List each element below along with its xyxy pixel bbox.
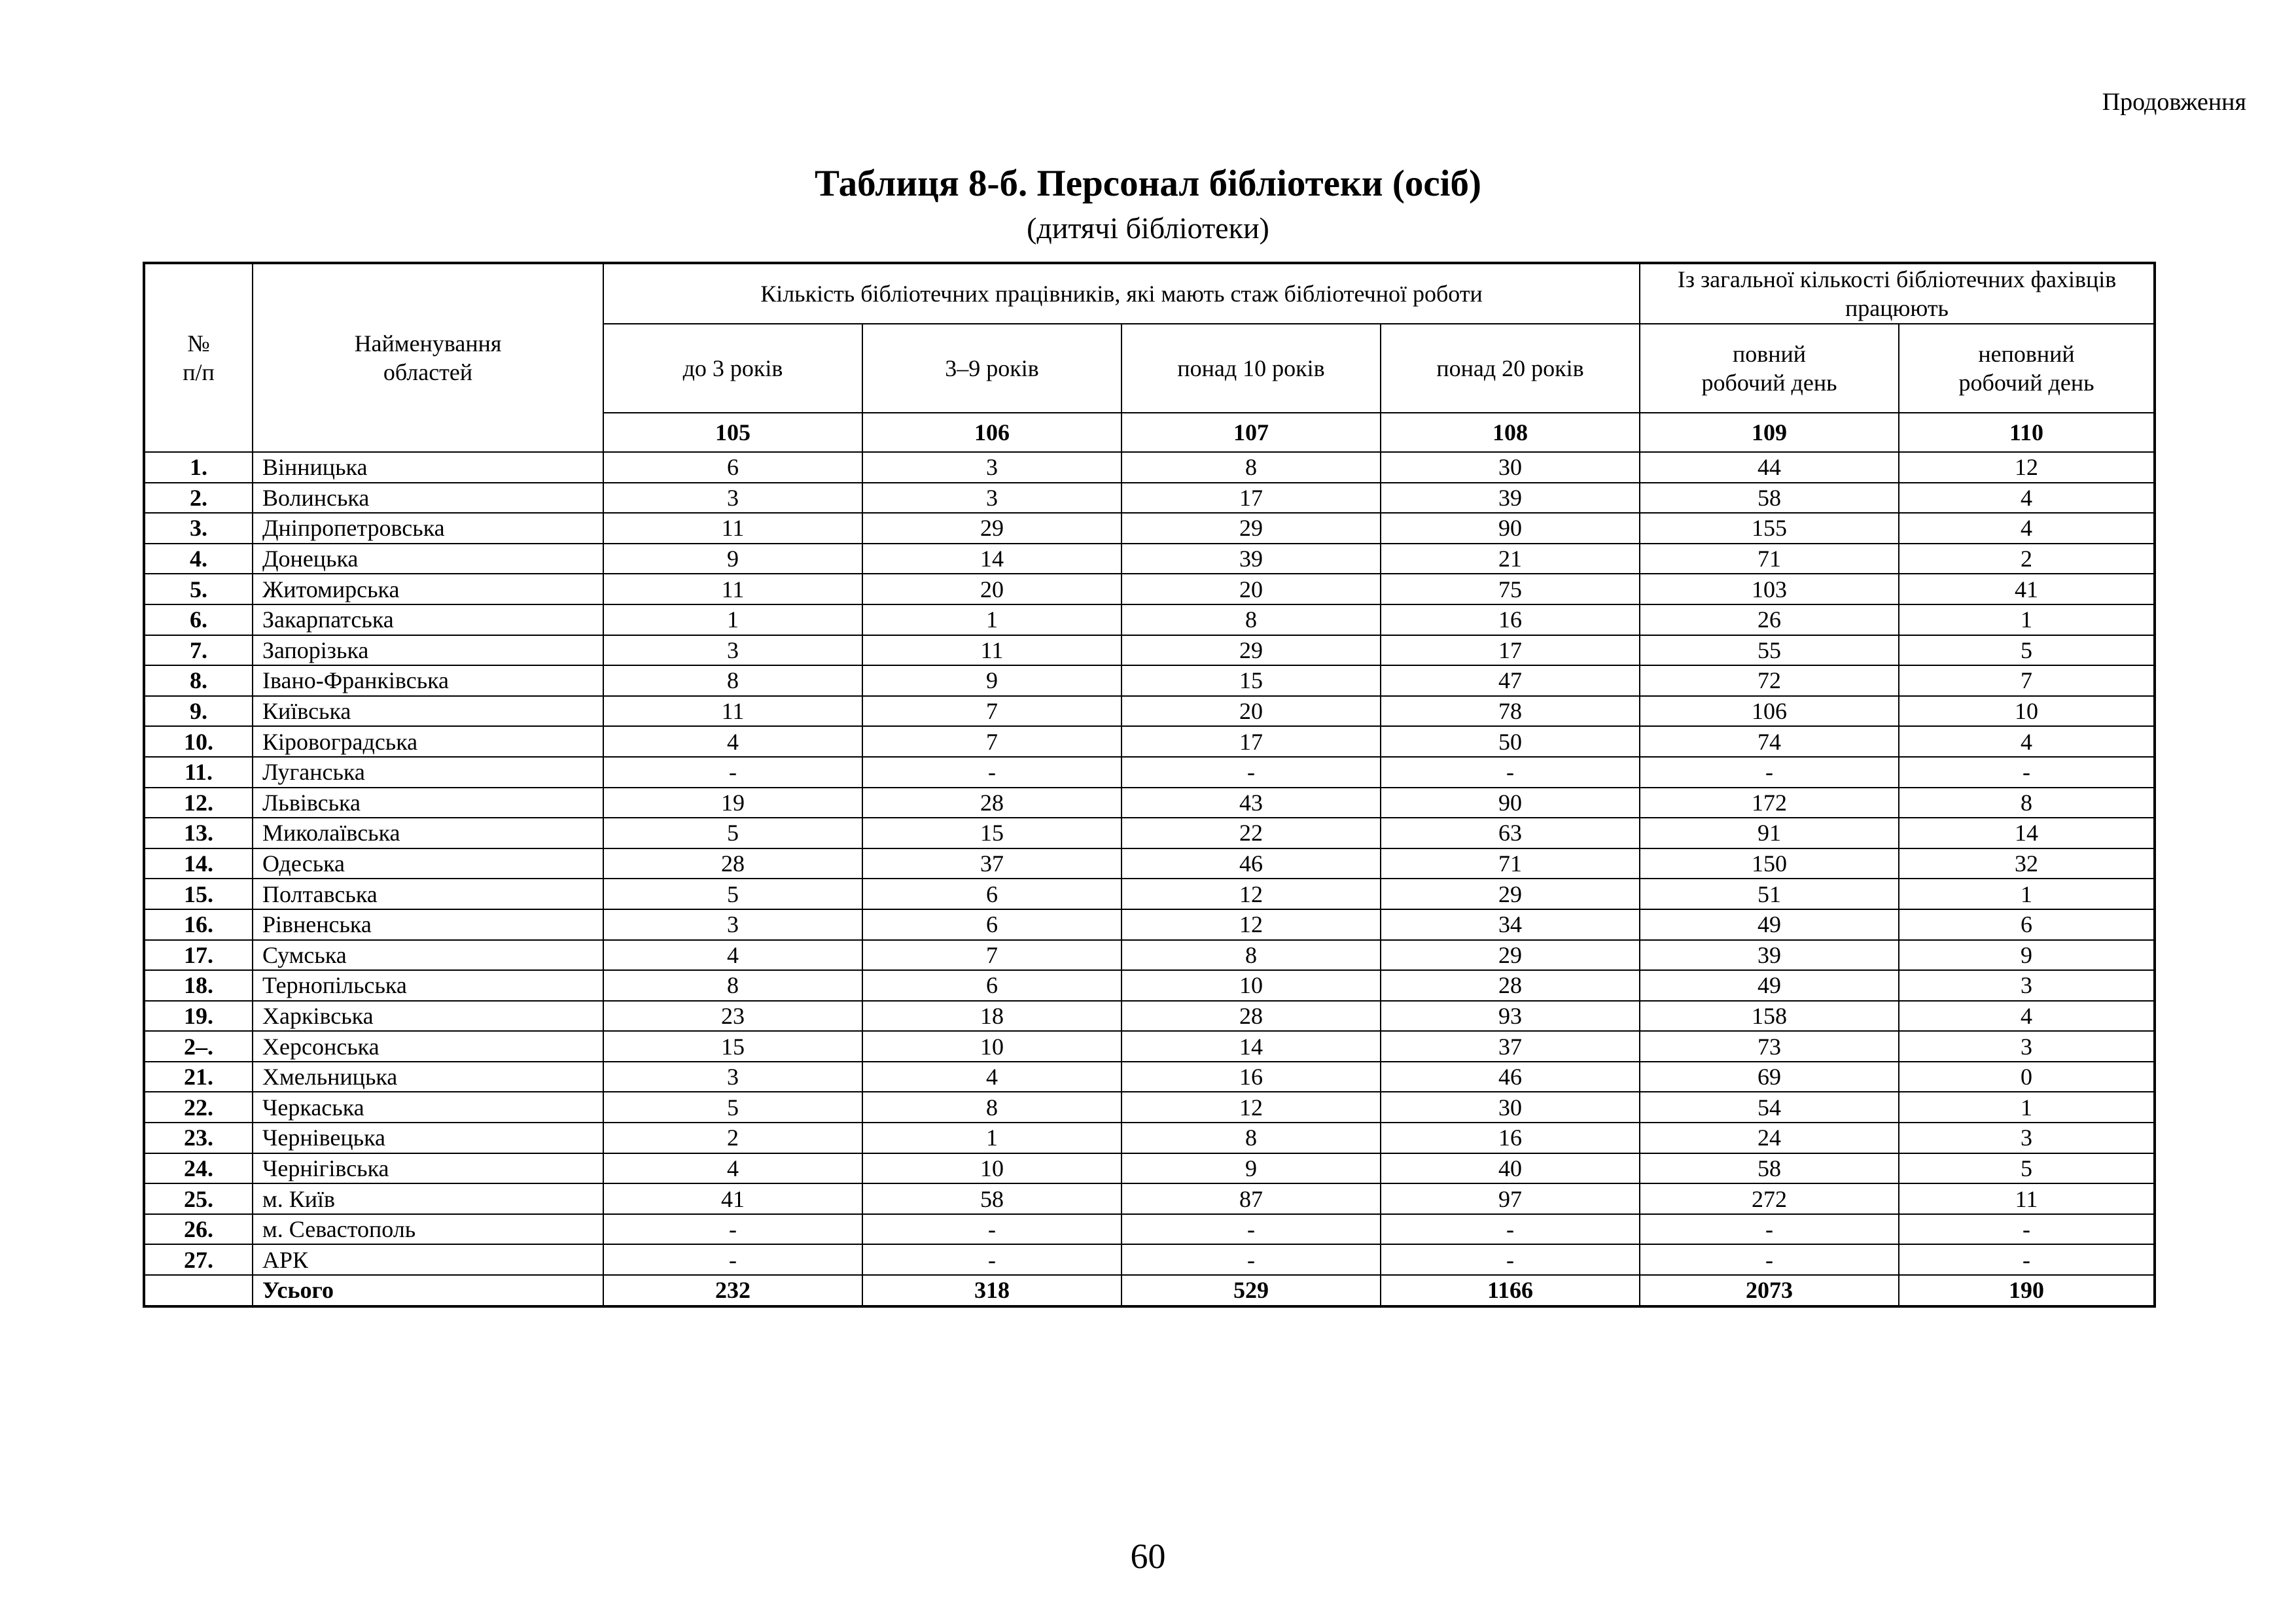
cell-col-5: 150	[1640, 848, 1899, 879]
total-col-1: 232	[603, 1275, 862, 1306]
cell-col-5: 58	[1640, 1153, 1899, 1184]
header-col-5-text: повний робочий день	[1701, 341, 1837, 396]
cell-col-4: 63	[1381, 818, 1640, 848]
cell-col-2: -	[862, 1244, 1122, 1275]
cell-col-4: -	[1381, 757, 1640, 788]
cell-col-5: 72	[1640, 665, 1899, 696]
cell-col-3: -	[1122, 757, 1381, 788]
row-number: 16.	[144, 909, 253, 940]
region-name: Черкаська	[253, 1092, 603, 1123]
cell-col-3: 20	[1122, 696, 1381, 727]
cell-col-1: 5	[603, 1092, 862, 1123]
cell-col-4: -	[1381, 1214, 1640, 1245]
region-name: Миколаївська	[253, 818, 603, 848]
row-number: 1.	[144, 452, 253, 483]
cell-col-1: 9	[603, 544, 862, 574]
cell-col-1: 41	[603, 1183, 862, 1214]
table-row	[144, 1183, 2155, 1214]
cell-col-2: 1	[862, 604, 1122, 635]
row-number: 22.	[144, 1092, 253, 1123]
table-row	[144, 848, 2155, 879]
cell-col-2: 6	[862, 970, 1122, 1001]
cell-col-5: -	[1640, 1244, 1899, 1275]
cell-col-3: 16	[1122, 1062, 1381, 1092]
cell-col-6: 3	[1899, 1123, 2155, 1153]
cell-col-1: 3	[603, 483, 862, 514]
cell-col-4: 30	[1381, 452, 1640, 483]
cell-col-5: 172	[1640, 788, 1899, 818]
cell-col-6: 5	[1899, 635, 2155, 666]
table-row	[144, 1153, 2155, 1184]
cell-col-6: 9	[1899, 940, 2155, 971]
cell-col-2: 11	[862, 635, 1122, 666]
cell-col-2: 10	[862, 1031, 1122, 1062]
cell-col-4: 90	[1381, 788, 1640, 818]
cell-col-6: 32	[1899, 848, 2155, 879]
cell-col-5: 44	[1640, 452, 1899, 483]
cell-col-3: 8	[1122, 940, 1381, 971]
continued-label: Продовження	[2102, 88, 2246, 116]
cell-col-3: 22	[1122, 818, 1381, 848]
cell-col-3: 29	[1122, 513, 1381, 544]
cell-col-2: 28	[862, 788, 1122, 818]
cell-col-4: 16	[1381, 1123, 1640, 1153]
region-name: Чернігівська	[253, 1153, 603, 1184]
cell-col-3: 28	[1122, 1001, 1381, 1032]
table-row	[144, 696, 2155, 727]
cell-col-1: 11	[603, 574, 862, 604]
cell-col-6: 10	[1899, 696, 2155, 727]
cell-col-6: 11	[1899, 1183, 2155, 1214]
cell-col-6: 4	[1899, 726, 2155, 757]
cell-col-5: 155	[1640, 513, 1899, 544]
cell-col-2: 9	[862, 665, 1122, 696]
row-number: 5.	[144, 574, 253, 604]
cell-col-3: 12	[1122, 879, 1381, 909]
region-name: Київська	[253, 696, 603, 727]
cell-col-1: 4	[603, 726, 862, 757]
cell-col-6: 4	[1899, 483, 2155, 514]
cell-col-3: 46	[1122, 848, 1381, 879]
cell-col-4: 37	[1381, 1031, 1640, 1062]
cell-col-3: -	[1122, 1244, 1381, 1275]
cell-col-3: 29	[1122, 635, 1381, 666]
staff-table	[143, 262, 2156, 1308]
cell-col-5: 26	[1640, 604, 1899, 635]
cell-col-3: -	[1122, 1214, 1381, 1245]
row-number: 13.	[144, 818, 253, 848]
cell-col-1: 8	[603, 665, 862, 696]
cell-col-1: 2	[603, 1123, 862, 1153]
cell-col-5: 55	[1640, 635, 1899, 666]
cell-col-1: 6	[603, 452, 862, 483]
header-col-6	[1899, 324, 2155, 413]
cell-col-4: 28	[1381, 970, 1640, 1001]
cell-col-3: 17	[1122, 483, 1381, 514]
cell-col-4: 30	[1381, 1092, 1640, 1123]
table-row	[144, 604, 2155, 635]
header-experience-group: Кількість бібліотечних працівників, які мають стаж бібліотечної роботи	[603, 263, 1640, 324]
cell-col-1: -	[603, 757, 862, 788]
table-row	[144, 452, 2155, 483]
cell-col-2: 37	[862, 848, 1122, 879]
cell-col-6: 3	[1899, 1031, 2155, 1062]
row-number: 9.	[144, 696, 253, 727]
total-col-6: 190	[1899, 1275, 2155, 1306]
header-col-1	[603, 324, 862, 413]
cell-col-5: -	[1640, 1214, 1899, 1245]
cell-col-4: 21	[1381, 544, 1640, 574]
cell-col-2: 8	[862, 1092, 1122, 1123]
region-name: Полтавська	[253, 879, 603, 909]
cell-col-2: 7	[862, 726, 1122, 757]
table-row	[144, 1244, 2155, 1275]
region-name: м. Севастополь	[253, 1214, 603, 1245]
header-code-3: 107	[1122, 413, 1381, 452]
cell-col-3: 12	[1122, 909, 1381, 940]
cell-col-4: 17	[1381, 635, 1640, 666]
cell-col-6: 3	[1899, 970, 2155, 1001]
cell-col-6: 5	[1899, 1153, 2155, 1184]
cell-col-5: 103	[1640, 574, 1899, 604]
table-row	[144, 635, 2155, 666]
region-name: Одеська	[253, 848, 603, 879]
cell-col-6: 7	[1899, 665, 2155, 696]
row-number: 18.	[144, 970, 253, 1001]
header-num-text: № п/п	[183, 330, 215, 385]
table-row	[144, 818, 2155, 848]
total-col-3: 529	[1122, 1275, 1381, 1306]
cell-col-2: 4	[862, 1062, 1122, 1092]
cell-col-3: 10	[1122, 970, 1381, 1001]
header-col-2	[862, 324, 1122, 413]
region-name: Волинська	[253, 483, 603, 514]
cell-col-6: 0	[1899, 1062, 2155, 1092]
cell-col-4: 29	[1381, 940, 1640, 971]
cell-col-6: 12	[1899, 452, 2155, 483]
total-col-2: 318	[862, 1275, 1122, 1306]
header-code-5: 109	[1640, 413, 1899, 452]
table-row	[144, 1214, 2155, 1245]
cell-col-1: 5	[603, 879, 862, 909]
cell-col-4: 93	[1381, 1001, 1640, 1032]
cell-col-1: 28	[603, 848, 862, 879]
cell-col-6: 4	[1899, 513, 2155, 544]
region-name: Чернівецька	[253, 1123, 603, 1153]
row-number: 8.	[144, 665, 253, 696]
header-col-6-text: неповний робочий день	[1958, 341, 2094, 396]
cell-col-5: 24	[1640, 1123, 1899, 1153]
region-name: Хмельницька	[253, 1062, 603, 1092]
cell-col-6: 1	[1899, 879, 2155, 909]
cell-col-3: 8	[1122, 452, 1381, 483]
header-code-1: 105	[603, 413, 862, 452]
cell-col-2: 7	[862, 696, 1122, 727]
cell-col-1: 3	[603, 1062, 862, 1092]
cell-col-6: -	[1899, 1244, 2155, 1275]
header-col-4	[1381, 324, 1640, 413]
region-name: Херсонська	[253, 1031, 603, 1062]
row-number: 14.	[144, 848, 253, 879]
cell-col-2: 3	[862, 452, 1122, 483]
cell-col-4: 39	[1381, 483, 1640, 514]
row-number: 25.	[144, 1183, 253, 1214]
cell-col-1: 19	[603, 788, 862, 818]
cell-col-5: 73	[1640, 1031, 1899, 1062]
cell-col-6: -	[1899, 1214, 2155, 1245]
row-number: 21.	[144, 1062, 253, 1092]
cell-col-5: 106	[1640, 696, 1899, 727]
cell-col-4: 90	[1381, 513, 1640, 544]
cell-col-4: 29	[1381, 879, 1640, 909]
table-row	[144, 788, 2155, 818]
table-row	[144, 757, 2155, 788]
region-name: Луганська	[253, 757, 603, 788]
total-empty-cell	[144, 1275, 253, 1306]
cell-col-4: 34	[1381, 909, 1640, 940]
table-subtitle: (дитячі бібліотеки)	[1027, 211, 1269, 245]
cell-col-2: 14	[862, 544, 1122, 574]
header-col-1-text: до 3 років	[682, 355, 783, 381]
region-name: Тернопільська	[253, 970, 603, 1001]
cell-col-6: 2	[1899, 544, 2155, 574]
region-name: Запорізька	[253, 635, 603, 666]
cell-col-3: 17	[1122, 726, 1381, 757]
cell-col-1: 4	[603, 940, 862, 971]
total-row	[144, 1275, 2155, 1306]
cell-col-5: 158	[1640, 1001, 1899, 1032]
table-row	[144, 1001, 2155, 1032]
cell-col-6: 14	[1899, 818, 2155, 848]
table-row	[144, 940, 2155, 971]
cell-col-4: 50	[1381, 726, 1640, 757]
cell-col-6: 4	[1899, 1001, 2155, 1032]
cell-col-1: -	[603, 1214, 862, 1245]
cell-col-6: -	[1899, 757, 2155, 788]
row-number: 6.	[144, 604, 253, 635]
table-row	[144, 1031, 2155, 1062]
header-region	[253, 263, 603, 452]
row-number: 24.	[144, 1153, 253, 1184]
cell-col-5: 58	[1640, 483, 1899, 514]
cell-col-6: 1	[1899, 604, 2155, 635]
cell-col-6: 8	[1899, 788, 2155, 818]
cell-col-5: 91	[1640, 818, 1899, 848]
cell-col-1: 15	[603, 1031, 862, 1062]
row-number: 23.	[144, 1123, 253, 1153]
header-code-2: 106	[862, 413, 1122, 452]
total-col-5: 2073	[1640, 1275, 1899, 1306]
page-number: 60	[1130, 1537, 1166, 1576]
cell-col-2: 18	[862, 1001, 1122, 1032]
cell-col-4: 71	[1381, 848, 1640, 879]
table-row	[144, 544, 2155, 574]
cell-col-3: 14	[1122, 1031, 1381, 1062]
cell-col-2: 15	[862, 818, 1122, 848]
region-name: Львівська	[253, 788, 603, 818]
cell-col-5: 71	[1640, 544, 1899, 574]
cell-col-3: 43	[1122, 788, 1381, 818]
region-name: АРК	[253, 1244, 603, 1275]
region-name: Івано-Франківська	[253, 665, 603, 696]
cell-col-3: 12	[1122, 1092, 1381, 1123]
table-row	[144, 574, 2155, 604]
cell-col-3: 15	[1122, 665, 1381, 696]
region-name: Житомирська	[253, 574, 603, 604]
table-row	[144, 879, 2155, 909]
header-workday-group: Із загальної кількості бібліотечних фахівців працюють	[1640, 263, 2155, 324]
header-code-4: 108	[1381, 413, 1640, 452]
cell-col-5: 51	[1640, 879, 1899, 909]
cell-col-2: -	[862, 757, 1122, 788]
cell-col-3: 8	[1122, 604, 1381, 635]
cell-col-5: 49	[1640, 909, 1899, 940]
cell-col-1: 11	[603, 696, 862, 727]
region-name: Закарпатська	[253, 604, 603, 635]
cell-col-6: 6	[1899, 909, 2155, 940]
cell-col-2: -	[862, 1214, 1122, 1245]
cell-col-4: 40	[1381, 1153, 1640, 1184]
table-row	[144, 970, 2155, 1001]
region-name: Донецька	[253, 544, 603, 574]
row-number: 27.	[144, 1244, 253, 1275]
cell-col-5: -	[1640, 757, 1899, 788]
region-name: Рівненська	[253, 909, 603, 940]
total-label: Усього	[253, 1275, 603, 1306]
cell-col-4: -	[1381, 1244, 1640, 1275]
cell-col-1: 23	[603, 1001, 862, 1032]
table-row	[144, 726, 2155, 757]
header-col-3	[1122, 324, 1381, 413]
cell-col-3: 20	[1122, 574, 1381, 604]
cell-col-3: 8	[1122, 1123, 1381, 1153]
cell-col-4: 16	[1381, 604, 1640, 635]
cell-col-5: 272	[1640, 1183, 1899, 1214]
cell-col-4: 75	[1381, 574, 1640, 604]
row-number: 17.	[144, 940, 253, 971]
row-number: 2.	[144, 483, 253, 514]
cell-col-5: 69	[1640, 1062, 1899, 1092]
cell-col-1: 3	[603, 909, 862, 940]
table-row	[144, 1123, 2155, 1153]
cell-col-3: 9	[1122, 1153, 1381, 1184]
total-col-4: 1166	[1381, 1275, 1640, 1306]
header-col-2-text: 3–9 років	[945, 355, 1039, 381]
cell-col-1: -	[603, 1244, 862, 1275]
row-number: 10.	[144, 726, 253, 757]
cell-col-1: 1	[603, 604, 862, 635]
table-row	[144, 513, 2155, 544]
cell-col-2: 58	[862, 1183, 1122, 1214]
cell-col-3: 87	[1122, 1183, 1381, 1214]
row-number: 7.	[144, 635, 253, 666]
cell-col-1: 11	[603, 513, 862, 544]
cell-col-2: 29	[862, 513, 1122, 544]
row-number: 3.	[144, 513, 253, 544]
cell-col-1: 3	[603, 635, 862, 666]
cell-col-6: 41	[1899, 574, 2155, 604]
cell-col-1: 4	[603, 1153, 862, 1184]
row-number: 15.	[144, 879, 253, 909]
cell-col-5: 54	[1640, 1092, 1899, 1123]
row-number: 12.	[144, 788, 253, 818]
region-name: м. Київ	[253, 1183, 603, 1214]
region-name: Кіровоградська	[253, 726, 603, 757]
row-number: 11.	[144, 757, 253, 788]
cell-col-2: 6	[862, 909, 1122, 940]
cell-col-1: 8	[603, 970, 862, 1001]
header-col-3-text: понад 10 років	[1177, 355, 1325, 381]
cell-col-3: 39	[1122, 544, 1381, 574]
cell-col-2: 1	[862, 1123, 1122, 1153]
cell-col-2: 10	[862, 1153, 1122, 1184]
table-row	[144, 1092, 2155, 1123]
row-number: 4.	[144, 544, 253, 574]
cell-col-2: 7	[862, 940, 1122, 971]
header-col-4-text: понад 20 років	[1436, 355, 1584, 381]
header-col-5	[1640, 324, 1899, 413]
row-number: 26.	[144, 1214, 253, 1245]
header-region-text: Найменування областей	[354, 330, 502, 385]
row-number: 2–.	[144, 1031, 253, 1062]
region-name: Сумська	[253, 940, 603, 971]
cell-col-4: 97	[1381, 1183, 1640, 1214]
cell-col-5: 74	[1640, 726, 1899, 757]
table-row	[144, 1062, 2155, 1092]
header-num	[144, 263, 253, 452]
table-title: Таблиця 8-б. Персонал бібліотеки (осіб)	[815, 163, 1481, 204]
header-code-6: 110	[1899, 413, 2155, 452]
cell-col-4: 46	[1381, 1062, 1640, 1092]
row-number: 19.	[144, 1001, 253, 1032]
table-row	[144, 483, 2155, 514]
cell-col-1: 5	[603, 818, 862, 848]
region-name: Харківська	[253, 1001, 603, 1032]
cell-col-6: 1	[1899, 1092, 2155, 1123]
region-name: Вінницька	[253, 452, 603, 483]
cell-col-2: 20	[862, 574, 1122, 604]
table-row	[144, 665, 2155, 696]
cell-col-4: 78	[1381, 696, 1640, 727]
cell-col-4: 47	[1381, 665, 1640, 696]
region-name: Дніпропетровська	[253, 513, 603, 544]
cell-col-2: 6	[862, 879, 1122, 909]
cell-col-5: 49	[1640, 970, 1899, 1001]
table-row	[144, 909, 2155, 940]
cell-col-5: 39	[1640, 940, 1899, 971]
cell-col-2: 3	[862, 483, 1122, 514]
